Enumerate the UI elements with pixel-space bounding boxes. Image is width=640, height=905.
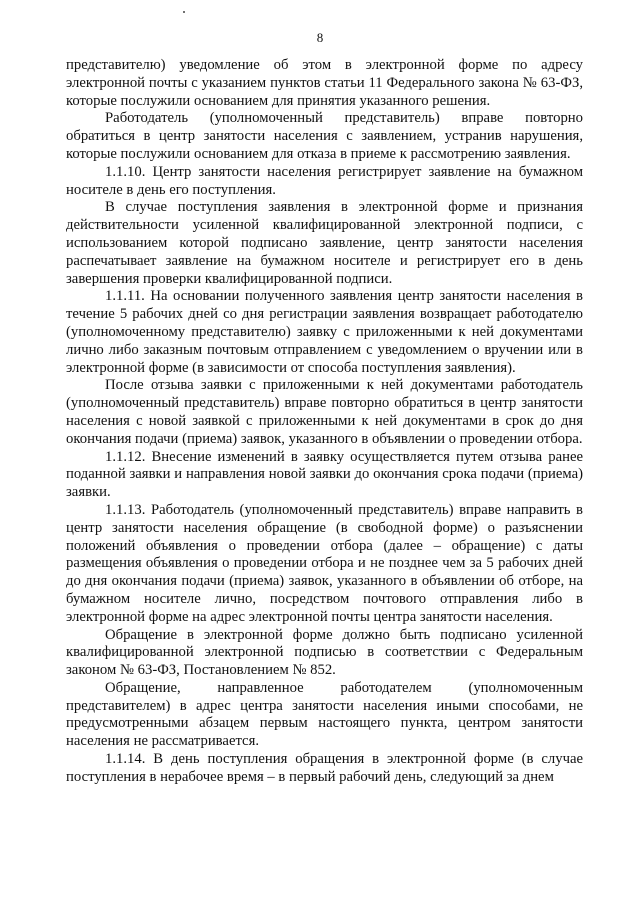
paragraph-after-withdrawal: После отзыва заявки с приложенными к ней документами работодатель (уполномоченный представитель) вправе повторно обратиться в центр занятости населения с новой заявкой с приложенными к ней документами в срок до дня окончания подачи (приема) заявок, указанного в объявлении о проведении отбора.: [66, 377, 583, 447]
paragraph-continuation: представителю) уведомление об этом в электронной форме по адресу электронной почты с указанием пунктов статьи 11 Федерального закона № 63-ФЗ, которые послужили основанием для принятия указанного решения.: [66, 57, 583, 109]
paragraph-reapply: Работодатель (уполномоченный представитель) вправе повторно обратиться в центр занятости населения с заявлением, устранив нарушения, которые послужили основанием для отказа в приеме к рассмотрению заявления.: [66, 110, 583, 162]
scan-speck: [183, 11, 185, 13]
page-number: 8: [316, 30, 324, 45]
document-body: [66, 57, 583, 787]
paragraph-1-1-14: 1.1.14. В день поступления обращения в электронной форме (в случае поступления в нерабочее время – в первый рабочий день, следующий за днем: [66, 751, 583, 785]
paragraph-1-1-11: 1.1.11. На основании полученного заявления центр занятости населения в течение 5 рабочих дней со дня регистрации заявления возвращает работодателю (уполномоченному представителю) заявку с приложенными к ней документами лично либо заказным почтовым отправлением с уведомлением о вручении или в электронной форме (в зависимости от способа поступления заявления).: [66, 288, 583, 376]
paragraph-other-methods: Обращение, направленное работодателем (уполномоченным представителем) в адрес центра занятости населения иными способами, не предусмотренными абзацем первым настоящего пункта, центром занятости населения не рассматривается.: [66, 679, 583, 750]
paragraph-1-1-13: 1.1.13. Работодатель (уполномоченный представитель) вправе направить в центр занятости населения обращение (в свободной форме) о разъяснении положений объявления о проведении отбора (далее – обращение) с даты размещения объявления о проведении отбора и не позднее чем за 5 рабочих дней до дня окончания подачи (приема) заявок, указанного в объявлении об отборе, на бумажном носителе лично, посредством почтового отправления либо в электронной форме на адрес электронной почты центра занятости населения.: [66, 501, 583, 625]
paragraph-electronic-signature: Обращение в электронной форме должно быть подписано усиленной квалифицированной электронной подписью в соответствии с Федеральным законом № 63-ФЗ, Постановлением № 852.: [66, 626, 583, 679]
paragraph-1-1-12: 1.1.12. Внесение изменений в заявку осуществляется путем отзыва ранее поданной заявки и направления новой заявки до окончания срока подачи (приема) заявки.: [66, 448, 583, 501]
paragraph-1-1-10: 1.1.10. Центр занятости населения регистрирует заявление на бумажном носителе в день его поступления.: [66, 163, 583, 198]
paragraph-electronic-registration: В случае поступления заявления в электронной форме и признания действительности усиленной квалифицированной электронной подписи, с использованием которой подписано заявление, центр занятости населения распечатывает заявление на бумажном носителе и регистрирует его в день завершения проверки квалифицированной подписи.: [66, 199, 583, 287]
